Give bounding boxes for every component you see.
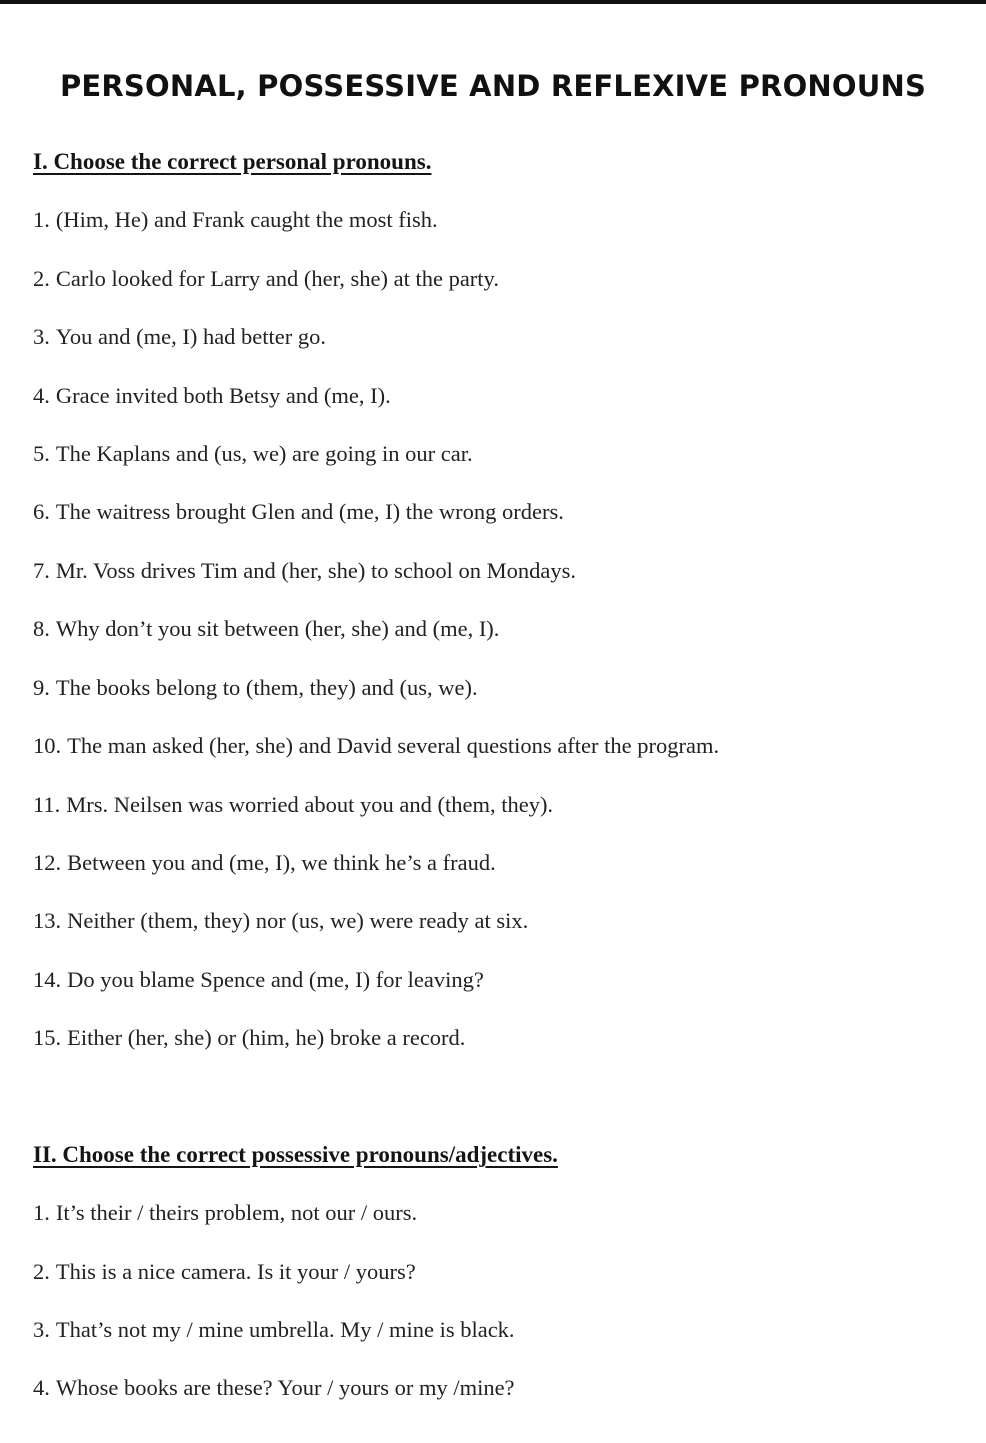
exercise-1-item — [33, 1023, 465, 1053]
item-number: 3. — [33, 324, 50, 349]
exercise-1-item — [33, 731, 719, 761]
item-text: You and (me, I) had better go. — [55, 324, 327, 349]
exercise-1-item — [33, 556, 576, 586]
item-text: The waitress brought Glen and (me, I) the wrong orders. — [55, 499, 564, 524]
item-number: 2. — [33, 1259, 50, 1284]
item-number: 14. — [33, 967, 62, 992]
section-1-heading: I. Choose the correct personal pronouns. — [33, 149, 432, 174]
item-number: 5. — [33, 441, 50, 466]
item-text: Neither (them, they) nor (us, we) were ready at six. — [67, 908, 529, 933]
item-text: The man asked (her, she) and David several questions after the program. — [67, 733, 720, 758]
item-number: 8. — [33, 616, 50, 641]
item-number: 12. — [33, 850, 62, 875]
exercise-1-item — [33, 965, 484, 995]
exercise-2-item — [33, 1257, 416, 1287]
item-number: 4. — [33, 383, 50, 408]
item-text: Whose books are these? Your / yours or my /mine? — [55, 1375, 515, 1400]
item-number: 15. — [33, 1025, 62, 1050]
item-number: 9. — [33, 675, 50, 700]
item-text: Either (her, she) or (him, he) broke a record. — [67, 1025, 466, 1050]
exercise-1-item — [33, 906, 528, 936]
exercise-1-item — [33, 614, 499, 644]
exercise-2-item — [33, 1373, 515, 1403]
item-number: 7. — [33, 558, 50, 583]
item-number: 4. — [33, 1375, 50, 1400]
item-number: 1. — [33, 207, 50, 232]
item-text: Do you blame Spence and (me, I) for leaving? — [67, 967, 484, 992]
item-text: This is a nice camera. Is it your / yours? — [55, 1259, 416, 1284]
item-text: The books belong to (them, they) and (us, we). — [55, 675, 478, 700]
item-text: That’s not my / mine umbrella. My / mine is black. — [55, 1317, 515, 1342]
exercise-1-item — [33, 497, 564, 527]
item-number: 2. — [33, 266, 50, 291]
section-2-heading: II. Choose the correct possessive pronouns/adjectives. — [33, 1142, 558, 1167]
item-text: Grace invited both Betsy and (me, I). — [55, 383, 391, 408]
exercise-1-item — [33, 264, 499, 294]
item-number: 13. — [33, 908, 62, 933]
item-text: It’s their / theirs problem, not our / ours. — [55, 1200, 418, 1225]
top-border — [0, 0, 986, 4]
item-text: (Him, He) and Frank caught the most fish. — [55, 207, 438, 232]
exercise-2-item — [33, 1315, 515, 1345]
item-text: Mrs. Neilsen was worried about you and (them, they). — [66, 792, 554, 817]
item-text: The Kaplans and (us, we) are going in our car. — [55, 441, 473, 466]
exercise-2-item — [33, 1198, 417, 1228]
item-text: Carlo looked for Larry and (her, she) at the party. — [55, 266, 499, 291]
exercise-1-item — [33, 205, 438, 235]
exercise-1-item — [33, 790, 553, 820]
item-number: 6. — [33, 499, 50, 524]
exercise-1-item — [33, 381, 391, 411]
item-number: 11. — [33, 792, 61, 817]
exercise-1-item — [33, 322, 326, 352]
item-text: Between you and (me, I), we think he’s a fraud. — [67, 850, 496, 875]
item-number: 3. — [33, 1317, 50, 1342]
exercise-1-item — [33, 673, 478, 703]
page-title: PERSONAL, POSSESSIVE AND REFLEXIVE PRONOUNS — [59, 69, 927, 103]
item-text: Why don’t you sit between (her, she) and (me, I). — [55, 616, 500, 641]
item-number: 1. — [33, 1200, 50, 1225]
item-number: 10. — [33, 733, 62, 758]
item-text: Mr. Voss drives Tim and (her, she) to school on Mondays. — [55, 558, 577, 583]
exercise-1-item — [33, 439, 473, 469]
exercise-1-item — [33, 848, 496, 878]
